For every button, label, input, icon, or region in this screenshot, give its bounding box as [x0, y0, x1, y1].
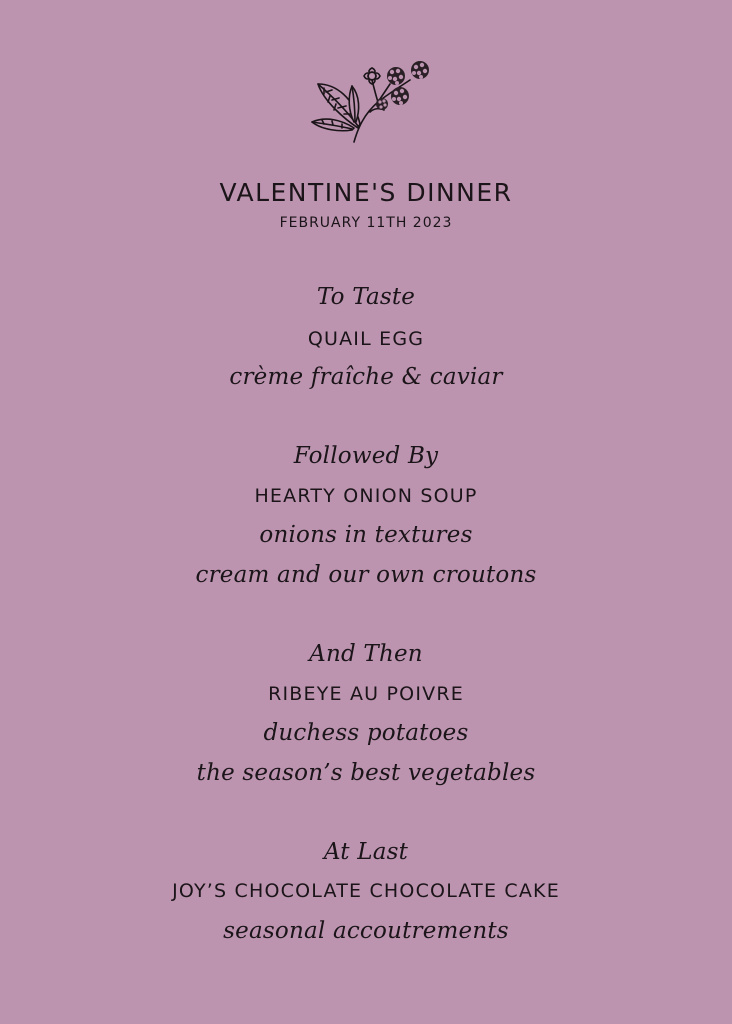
menu-date: FEBRUARY 11TH 2023: [279, 215, 453, 231]
course-intro: And Then: [309, 641, 423, 667]
menu-title: VALENTINE'S DINNER: [219, 178, 513, 207]
dish-note: cream and our own croutons: [195, 562, 537, 588]
dish-name: RIBEYE AU POIVRE: [268, 683, 464, 705]
dish-note: seasonal accoutrements: [223, 918, 509, 944]
dish-name: JOY’S CHOCOLATE CHOCOLATE CAKE: [172, 880, 560, 902]
course-intro: At Last: [323, 839, 409, 865]
raspberry-sprig-icon: [306, 58, 436, 144]
dish-name: QUAIL EGG: [307, 328, 425, 350]
dish-name: HEARTY ONION SOUP: [254, 485, 478, 507]
dish-note: onions in textures: [259, 522, 473, 548]
dish-note: the season’s best vegetables: [196, 760, 536, 786]
course-intro: To Taste: [316, 284, 416, 310]
dish-note: duchess potatoes: [263, 720, 469, 746]
course-intro: Followed By: [293, 443, 439, 469]
dish-note: crème fraîche & caviar: [229, 364, 503, 390]
